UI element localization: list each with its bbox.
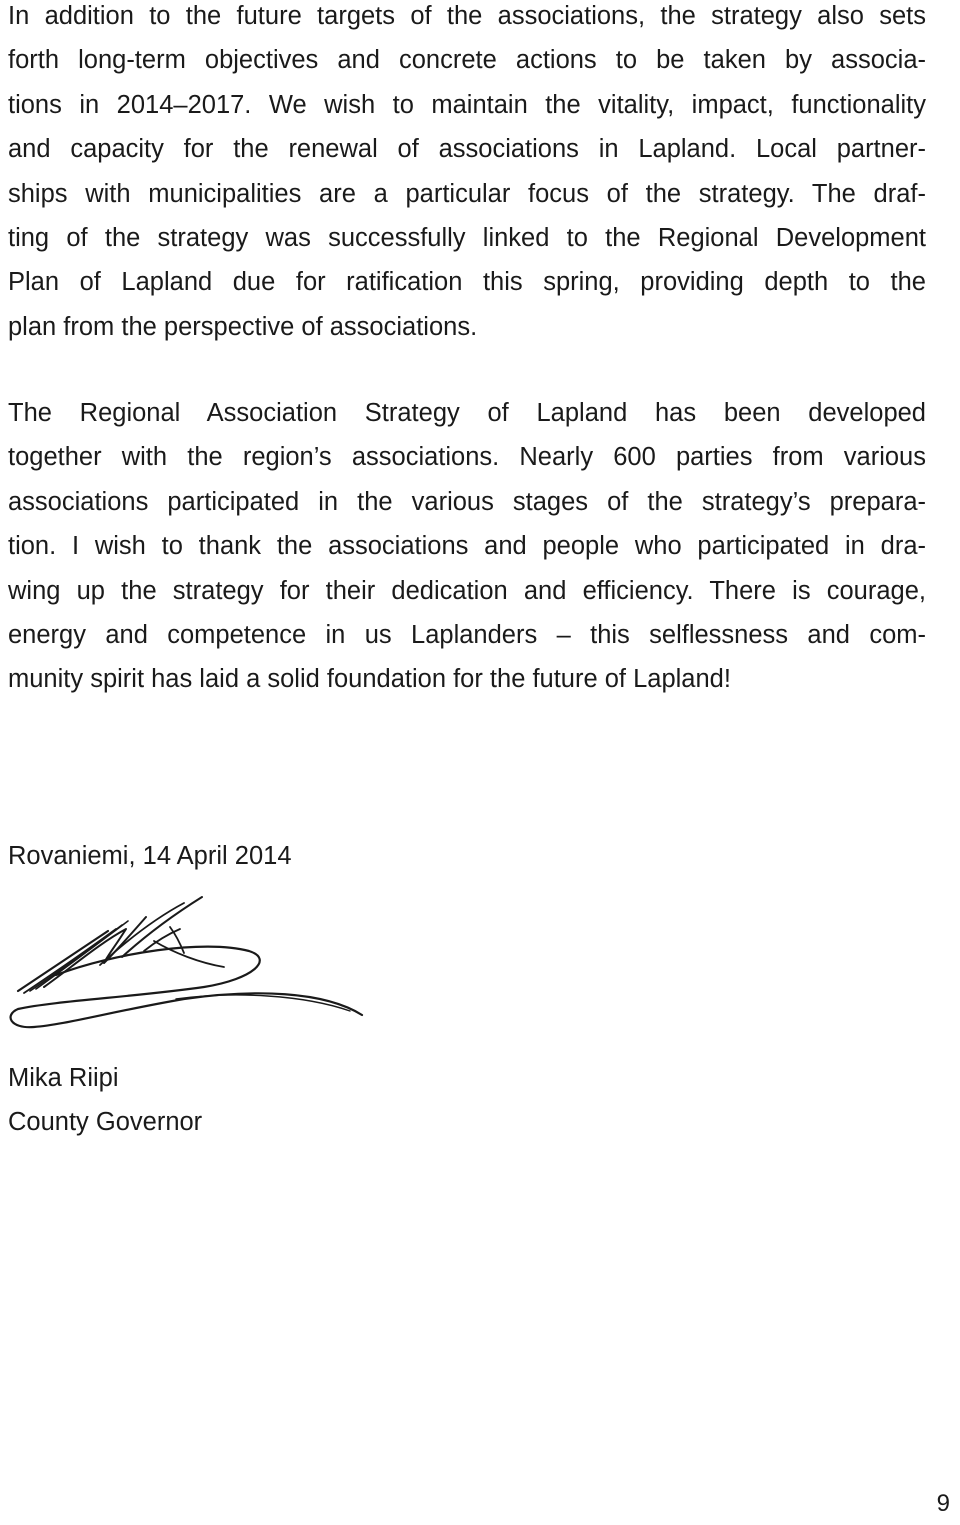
text-line: ships with municipalities are a particular focus of the strategy. The draf- xyxy=(8,179,926,208)
text-line: wing up the strategy for their dedication and efficiency. There is courage, xyxy=(8,576,926,605)
text-line: plan from the perspective of associations. xyxy=(8,312,478,341)
text-line: forth long-term objectives and concrete actions to be taken by associa- xyxy=(8,46,926,75)
text-line: tions in 2014–2017. We wish to maintain the vitality, impact, functionality xyxy=(8,90,926,119)
paragraph-2 xyxy=(8,391,926,702)
text-line: In addition to the future targets of the associations, the strategy also sets xyxy=(8,2,926,30)
signer-title: County Governor xyxy=(8,1108,203,1136)
paragraph-1 xyxy=(8,0,926,349)
text-line: and capacity for the renewal of associations in Lapland. Local partner- xyxy=(8,135,926,164)
place-date: Rovaniemi, 14 April 2014 xyxy=(8,842,292,870)
text-line: munity spirit has laid a solid foundation for the future of Lapland! xyxy=(8,665,731,694)
page-number: 9 xyxy=(936,1490,950,1517)
text-line: energy and competence in us Laplanders – this selflessness and com- xyxy=(8,621,926,650)
text-line: associations participated in the various stages of the strategy’s prepara- xyxy=(8,487,926,516)
text-line: together with the region’s associations. Nearly 600 parties from various xyxy=(8,443,926,472)
handwritten-signature xyxy=(4,893,368,1035)
text-line: The Regional Association Strategy of Lapland has been developed xyxy=(8,399,926,427)
text-line: tion. I wish to thank the associations and people who participated in dra- xyxy=(8,532,926,561)
text-line: Plan of Lapland due for ratification this spring, providing depth to the xyxy=(8,268,926,297)
text-line: ting of the strategy was successfully linked to the Regional Development xyxy=(8,224,926,253)
signer-name: Mika Riipi xyxy=(8,1064,119,1092)
